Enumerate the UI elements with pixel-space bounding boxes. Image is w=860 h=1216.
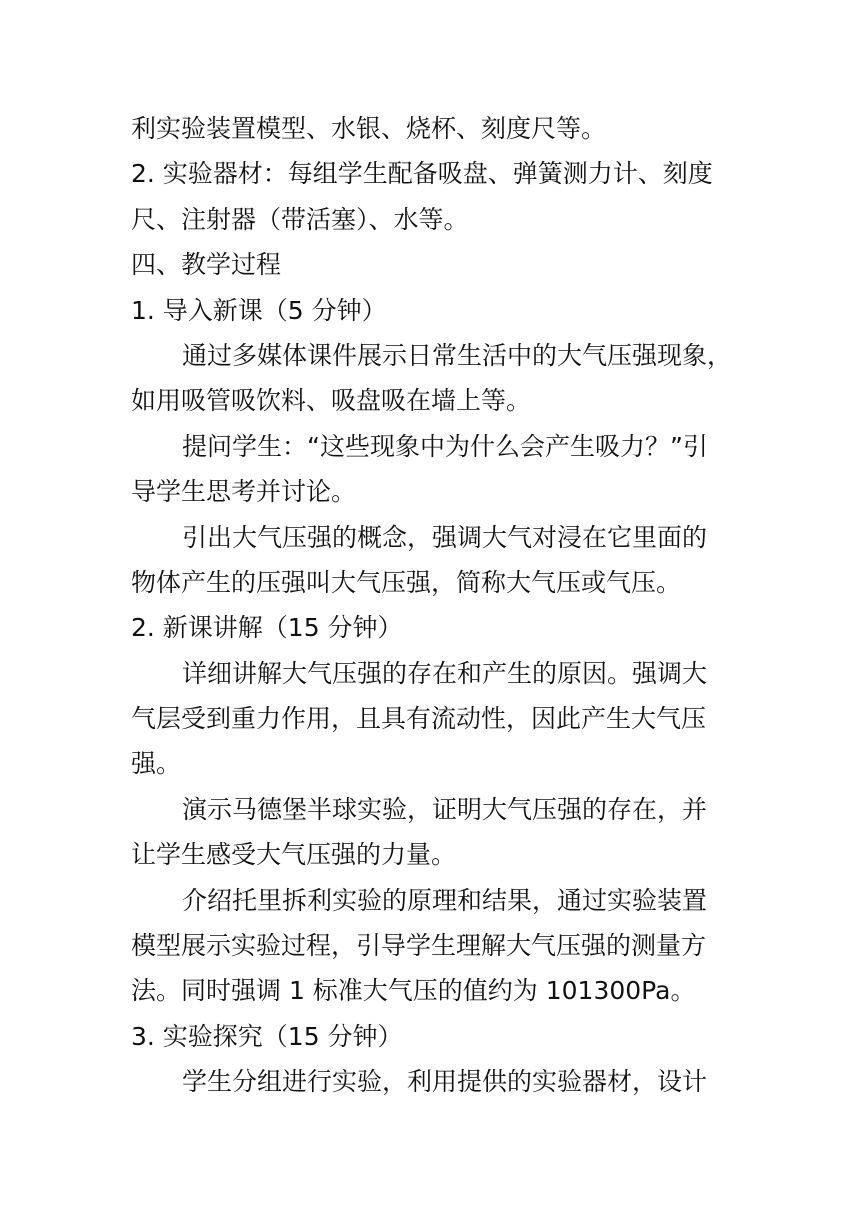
paragraph-line: 导学生思考并讨论。 xyxy=(131,477,357,507)
text-line-3: 尺、注射器（带活塞）、水等。 xyxy=(131,204,469,234)
subheading-introduction: 1. 导入新课（5 分钟） xyxy=(131,295,387,325)
paragraph-line: 法。同时强调 1 标准大气压的值约为 101300Pa。 xyxy=(131,976,696,1006)
text-line-1: 利实验装置模型、水银、烧杯、刻度尺等。 xyxy=(131,114,607,143)
paragraph-line: 提问学生：“这些现象中为什么会产生吸力？”引 xyxy=(182,431,708,461)
paragraph-line: 演示马德堡半球实验，证明大气压强的存在，并 xyxy=(182,794,708,824)
paragraph-line: 气层受到重力作用，且具有流动性，因此产生大气压 xyxy=(131,704,707,734)
section-heading-teaching-process: 四、教学过程 xyxy=(131,250,282,280)
subheading-new-lesson: 2. 新课讲解（15 分钟） xyxy=(131,613,403,643)
subheading-experiment: 3. 实验探究（15 分钟） xyxy=(131,1021,403,1051)
paragraph-line: 物体产生的压强叫大气压强，简称大气压或气压。 xyxy=(131,567,682,597)
document-body xyxy=(131,106,741,1105)
paragraph-line: 介绍托里拆利实验的原理和结果，通过实验装置 xyxy=(182,885,708,915)
paragraph-line: 通过多媒体课件展示日常生活中的大气压强现象， xyxy=(182,340,733,370)
paragraph-line: 引出大气压强的概念，强调大气对浸在它里面的 xyxy=(182,522,708,552)
list-item-equipment: 2. 实验器材：每组学生配备吸盘、弹簧测力计、刻度 xyxy=(131,159,713,189)
paragraph-line: 让学生感受大气压强的力量。 xyxy=(131,840,457,870)
paragraph-line: 模型展示实验过程，引导学生理解大气压强的测量方 xyxy=(131,931,707,961)
paragraph-line: 学生分组进行实验，利用提供的实验器材，设计 xyxy=(182,1067,708,1097)
paragraph-line: 如用吸管吸饮料、吸盘吸在墙上等。 xyxy=(131,386,532,416)
paragraph-line: 强。 xyxy=(131,749,182,779)
paragraph-line: 详细讲解大气压强的存在和产生的原因。强调大 xyxy=(182,658,708,688)
